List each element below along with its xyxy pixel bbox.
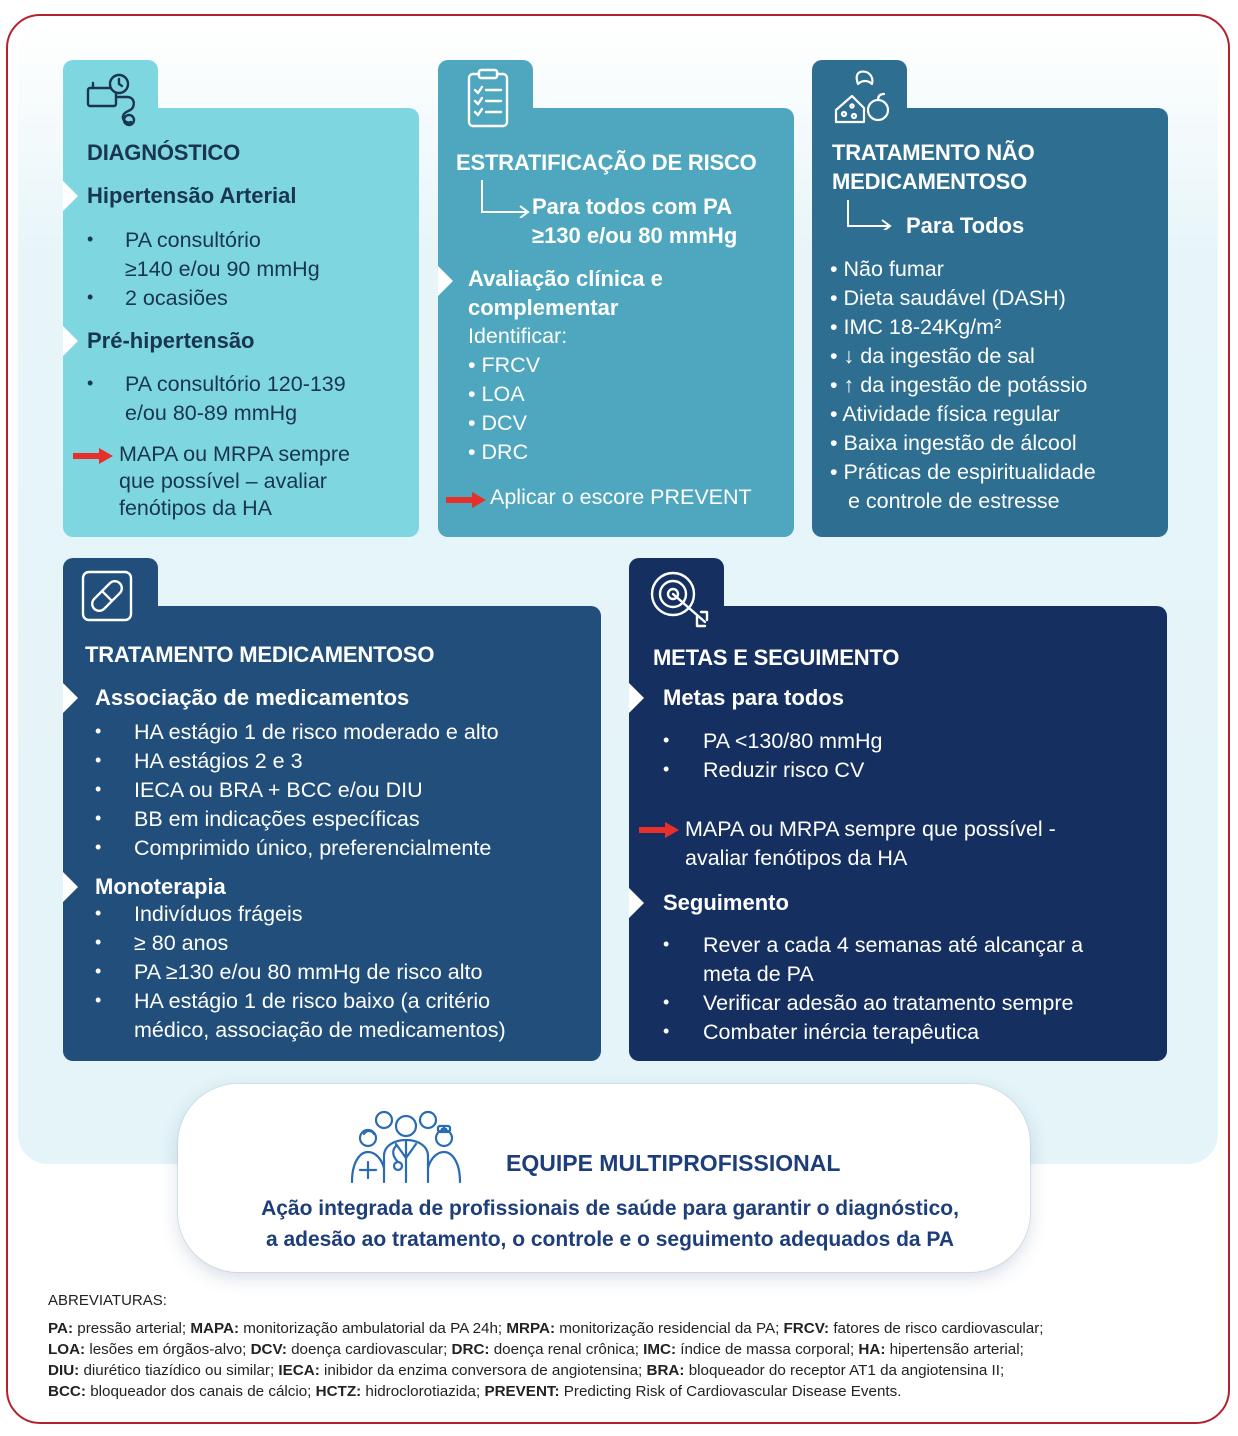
bullet-icon: • [87, 287, 94, 307]
chevron-right-icon [63, 326, 78, 356]
bullet-icon: • [663, 1021, 670, 1041]
card-metas [629, 558, 1167, 1061]
list-item: 2 ocasiões [125, 286, 228, 310]
list-item: • FRCV [468, 353, 541, 377]
team-description-line: Ação integrada de profissionais de saúde para garantir o diagnóstico, [261, 1197, 959, 1220]
list-item: e/ou 80-89 mmHg [125, 401, 298, 425]
bullet-icon: • [95, 932, 102, 952]
list-item: ≥ 80 anos [134, 931, 229, 955]
avaliacao-line: complementar [468, 295, 619, 320]
list-item: ≥140 e/ou 90 mmHg [125, 257, 320, 281]
bullet-icon: • [87, 373, 94, 393]
list-item: Verificar adesão ao tratamento sempre [703, 991, 1074, 1015]
avaliacao-line: Avaliação clínica e [468, 266, 663, 291]
list-item: • Dieta saudável (DASH) [830, 286, 1066, 310]
list-item: BB em indicações específicas [134, 807, 420, 831]
list-item: HA estágio 1 de risco moderado e alto [134, 720, 499, 744]
bullet-icon: • [87, 229, 94, 249]
list-item: • LOA [468, 382, 525, 406]
medical-team-icon [348, 1104, 464, 1186]
note-line: avaliar fenótipos da HA [685, 846, 908, 870]
prevent-note: Aplicar o escore PREVENT [490, 485, 752, 509]
list-item: • Atividade física regular [830, 402, 1060, 426]
bullet-icon: • [663, 992, 670, 1012]
para-todos-label: Para Todos [906, 213, 1025, 238]
list-item: HA estágios 2 e 3 [134, 749, 303, 773]
assoc-subtitle: Associação de medicamentos [95, 685, 410, 710]
bullet-icon: • [95, 903, 102, 923]
bullet-icon: • [95, 721, 102, 741]
list-item: • ↑ da ingestão de potássio [830, 373, 1088, 397]
list-item: IECA ou BRA + BCC e/ou DIU [134, 778, 423, 802]
seguimento-subtitle: Seguimento [663, 890, 789, 915]
med-title: TRATAMENTO MEDICAMENTOSO [85, 642, 435, 667]
card-diagnostico [63, 60, 419, 537]
nao-med-title: MEDICAMENTOSO [832, 169, 1028, 194]
para-todos-line: Para todos com PA [532, 194, 733, 219]
abbreviations-title: ABREVIATURAS: [48, 1292, 167, 1309]
red-arrow-icon [73, 448, 113, 464]
list-item: meta de PA [703, 962, 814, 986]
list-item: médico, associação de medicamentos) [134, 1018, 506, 1042]
connector-arrow-icon [846, 200, 894, 230]
list-item: e controle de estresse [848, 489, 1060, 513]
chevron-right-icon [63, 683, 78, 713]
pre-subtitle: Pré-hipertensão [87, 328, 255, 353]
list-item: • DCV [468, 411, 527, 435]
bullet-icon: • [95, 837, 102, 857]
chevron-right-icon [629, 888, 644, 918]
note-line: que possível – avaliar [119, 469, 327, 493]
red-arrow-icon [446, 492, 486, 508]
list-item: • Práticas de espiritualidade [830, 460, 1096, 484]
bullet-icon: • [663, 730, 670, 750]
chevron-right-icon [629, 683, 644, 713]
list-item: • Baixa ingestão de álcool [830, 431, 1077, 455]
connector-arrow-icon [480, 180, 532, 218]
card-medicamentoso [63, 558, 601, 1061]
list-item: Comprimido único, preferencialmente [134, 836, 492, 860]
chevron-right-icon [63, 872, 78, 902]
card-estratificacao [438, 60, 794, 537]
bullet-icon: • [95, 750, 102, 770]
identificar-label: Identificar: [468, 324, 568, 348]
list-item: • ↓ da ingestão de sal [830, 344, 1035, 368]
bullet-icon: • [95, 990, 102, 1010]
ha-subtitle: Hipertensão Arterial [87, 183, 297, 208]
bullet-icon: • [663, 759, 670, 779]
bullet-icon: • [95, 779, 102, 799]
red-arrow-icon [639, 822, 679, 838]
list-item: • DRC [468, 440, 529, 464]
bullet-icon: • [663, 934, 670, 954]
bullet-icon: • [95, 808, 102, 828]
list-item: PA ≥130 e/ou 80 mmHg de risco alto [134, 960, 483, 984]
nao-med-title: TRATAMENTO NÃO [832, 140, 1035, 165]
list-item: HA estágio 1 de risco baixo (a critério [134, 989, 491, 1013]
list-item: PA consultório [125, 228, 261, 252]
para-todos-line: ≥130 e/ou 80 mmHg [532, 223, 738, 248]
list-item: Combater inércia terapêutica [703, 1020, 980, 1044]
list-item: • Não fumar [830, 257, 944, 281]
team-description-line: a adesão ao tratamento, o controle e o seguimento adequados da PA [265, 1228, 955, 1251]
team-title: EQUIPE MULTIPROFISSIONAL [506, 1150, 841, 1176]
note-line: MAPA ou MRPA sempre [119, 442, 351, 466]
list-item: PA <130/80 mmHg [703, 729, 883, 753]
note-line: MAPA ou MRPA sempre que possível - [685, 817, 1056, 841]
chevron-right-icon [438, 266, 453, 296]
metas-title: METAS E SEGUIMENTO [653, 645, 900, 670]
team-description [230, 1193, 990, 1255]
metas-subtitle: Metas para todos [663, 685, 844, 710]
list-item: Indivíduos frágeis [134, 902, 303, 926]
list-item: • IMC 18-24Kg/m² [830, 315, 1002, 339]
list-item: Reduzir risco CV [703, 758, 865, 782]
card-nao-medicamentoso [812, 60, 1168, 537]
estratificacao-title: ESTRATIFICAÇÃO DE RISCO [456, 150, 757, 175]
list-item: Rever a cada 4 semanas até alcançar a [703, 933, 1084, 957]
note-line: fenótipos da HA [119, 496, 272, 520]
bullet-icon: • [95, 961, 102, 981]
abbreviations-text: PA: pressão arterial; MAPA: monitorização ambulatorial da PA 24h; MRPA: monitorização residencial da PA; FRCV: fatores de risco cardiovascular; LOA: lesões em órgãos-alvo; DCV: doença cardiovascular; DRC: doença renal crônica; IMC: índice de massa corporal; HA: hipertensão arterial; DIU: diurético tiazídico ou similar; IECA: inibidor da enzima conversora de angiotensina; BRA: bloqueador do receptor AT1 da angiotensina II; BCC: bloqueador dos canais de cálcio; HCTZ: hidroclorotiazida; PREVENT: Predicting Risk of Cardiovascular Disease Events. [48, 1320, 1044, 1400]
diagnostico-title: DIAGNÓSTICO [87, 140, 241, 165]
chevron-right-icon [63, 181, 78, 211]
list-item: PA consultório 120-139 [125, 372, 346, 396]
mono-subtitle: Monoterapia [95, 874, 226, 899]
